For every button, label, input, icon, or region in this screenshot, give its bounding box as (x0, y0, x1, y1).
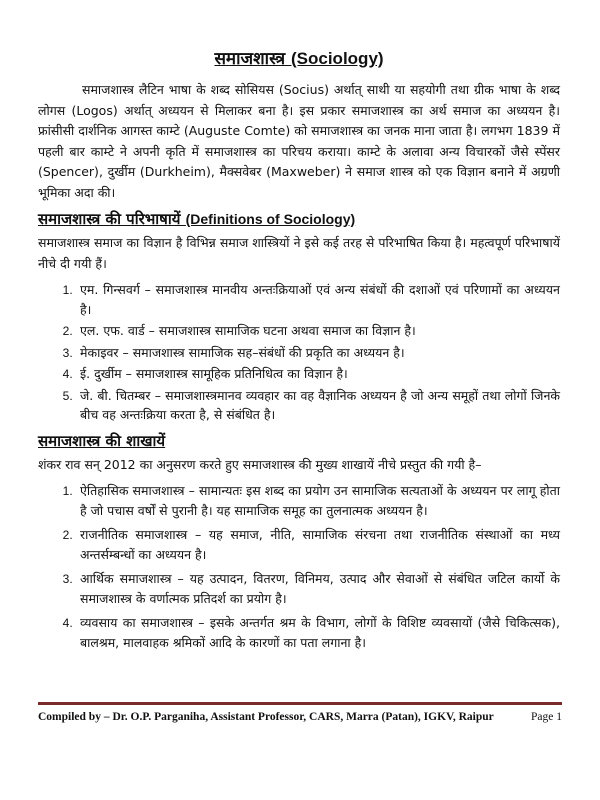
branches-intro: शंकर राव सन् 2012 का अनुसरण करते हुए समाजशास्त्र की मुख्य शाखायें नीचे प्रस्तुत की गयी है– (38, 456, 482, 472)
list-item: 3. आर्थिक समाजशास्त्र – यह उत्पादन, वितरण, विनिमय, उत्पाद और सेवाओं से संबंधित जटिल कार्यो के समाजशास्त्र के वर्णात्मक प्रतिदर्श का प्रयोग है। (76, 569, 560, 608)
list-item: 3. मेकाइवर – समाजशास्त्र सामाजिक सह–संबंधों की प्रकृति का अध्ययन है। (76, 343, 560, 363)
definitions-heading-hindi: समाजशास्त्र की परिभाषायें (38, 210, 186, 228)
list-item: 5. जे. बी. चितम्बर – समाजशास्त्रमानव व्यवहार का वह वैज्ञानिक अध्ययन है जो अन्य समूहों तथा लोगों जिनके बीच वह अन्तःक्रिया करता है, से संबंधित है। (76, 386, 560, 425)
intro-paragraph: समाजशास्त्र लैटिन भाषा के शब्द सोसियस (Socius) अर्थात् साथी या सहयोगी तथा ग्रीक भाषा के शब्द लोगस (Logos) अर्थात् अध्ययन से मिलाकर बना है। इस प्रकार समाजशास्त्र का अर्थ समाज का अध्ययन है। फ्रांसीसी दार्शनिक आगस्त काम्टे (Auguste Comte) को समाजशास्त्र का जनक माना जाता है। लगभग 1839 में पहली बार काम्टे ने अपनी कृति में समाजशास्त्र का परिचय कराया। काम्टे के अलावा अन्य विचारकों जैसे स्पेंसर (Spencer), दुर्खीम (Durkheim), मैक्सवेबर (Maxweber) ने समाज शास्त्र को एक विज्ञान बनाने में अग्रणी भूमिका अदा की। (38, 82, 560, 200)
footer-divider (38, 702, 562, 705)
list-item: 1. एम. गिन्सवर्ग – समाजशास्त्र मानवीय अन्तःक्रियाओं एवं अन्य संबंधों की दशाओं एवं परिणामों का अध्ययन है। (76, 280, 560, 319)
definitions-heading-english: (Definitions of Sociology) (185, 211, 356, 227)
branches-heading: समाजशास्त्र की शाखायें (38, 431, 166, 450)
title-hindi: समाजशास्त्र (214, 49, 291, 69)
definitions-heading (38, 209, 560, 229)
page-title (38, 48, 560, 70)
definitions-intro: समाजशास्त्र समाज का विज्ञान है विभिन्न समाज शास्त्रियों ने इसे कई तरह से परिभाषित किया है। महत्वपूर्ण परिभाषायें नीचे दी गयी हैं। (38, 235, 560, 271)
title-english: (Sociology) (291, 49, 384, 68)
document-page (38, 48, 560, 657)
branches-list (38, 481, 560, 652)
footer-credit: Compiled by – Dr. O.P. Parganiha, Assistant Professor, CARS, Marra (Patan), IGKV, Raipur (38, 711, 494, 723)
list-item: 1. ऐतिहासिक समाजशास्त्र – सामान्यतः इस शब्द का प्रयोग उन सामाजिक सत्यताओं के अध्ययन पर लागू होता है जो पचास वर्षों से पुरानी है। यह सामाजिक समूह का तुलनात्मक अध्ययन है। (76, 481, 560, 520)
page-footer (38, 710, 562, 724)
list-item: 4. व्यवसाय का समाजशास्त्र – इसके अन्तर्गत श्रम के विभाग, लोगों के विशिष्ट व्यवसायों (जैसे चिकित्सक), बालश्रम, मालवाहक श्रमिकों आदि के कारणों का पता लगाना है। (76, 613, 560, 652)
list-item: 2. राजनीतिक समाजशास्त्र – यह समाज, नीति, सामाजिक संरचना तथा राजनीतिक संस्थाओं का मध्य अन्तर्सम्बन्धों का अध्ययन है। (76, 525, 560, 564)
list-item: 2. एल. एफ. वार्ड – समाजशास्त्र सामाजिक घटना अथवा समाज का विज्ञान है। (76, 321, 560, 341)
page-number: Page 1 (531, 711, 562, 723)
list-item: 4. ई. दुर्खीम – समाजशास्त्र सामूहिक प्रतिनिधित्व का विज्ञान है। (76, 364, 560, 384)
definitions-list (38, 280, 560, 425)
